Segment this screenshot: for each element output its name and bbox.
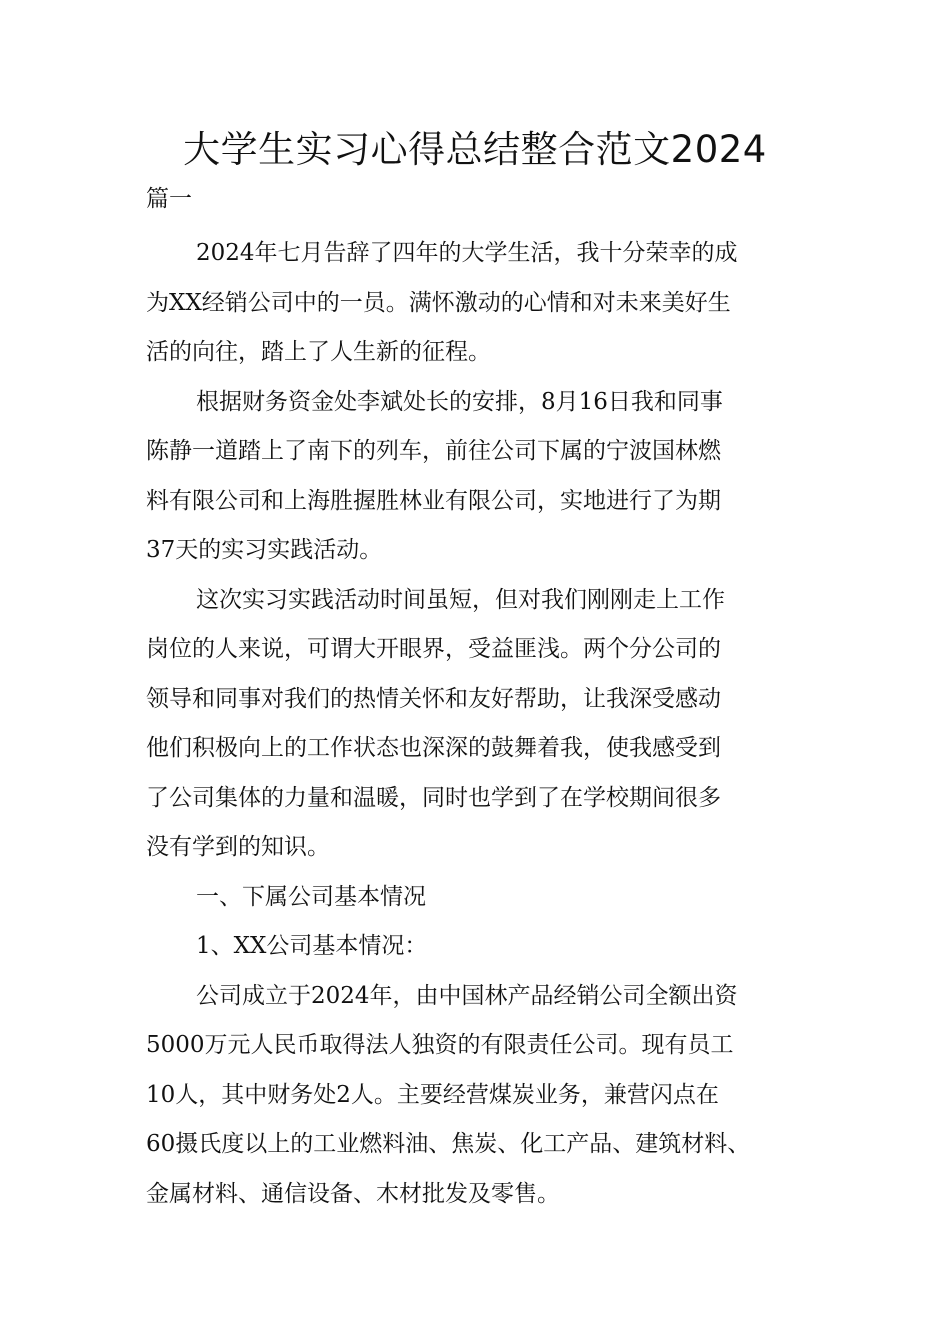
body-line: 这次实习实践活动时间虽短，但对我们刚刚走上工作	[196, 586, 725, 613]
document-title: 大学生实习心得总结整合范文2024	[183, 128, 767, 171]
body-line: 陈静一道踏上了南下的列车，前往公司下属的宁波国林燃	[146, 438, 721, 464]
section-label: 篇一	[146, 186, 192, 212]
body-line: 5000万元人民币取得法人独资的有限责任公司。现有员工	[146, 1032, 734, 1058]
heading-line: 一、下属公司基本情况	[196, 883, 426, 910]
body-line: 料有限公司和上海胜握胜林业有限公司，实地进行了为期	[146, 487, 721, 514]
body-line: 岗位的人来说，可谓大开眼界，受益匪浅。两个分公司的	[146, 636, 721, 662]
body-line: 公司成立于2024年，由中国林产品经销公司全额出资	[196, 982, 738, 1009]
body-line: 60摄氏度以上的工业燃料油、焦炭、化工产品、建筑材料、	[146, 1131, 751, 1157]
body-line: 活的向往，踏上了人生新的征程。	[146, 339, 491, 365]
document-body	[146, 229, 806, 1219]
body-line: 10人，其中财务处2人。主要经营煤炭业务，兼营闪点在	[146, 1081, 719, 1108]
body-line: 领导和同事对我们的热情关怀和友好帮助，让我深受感动	[146, 685, 721, 712]
body-line: 根据财务资金处李斌处长的安排，8月16日我和同事	[196, 388, 723, 415]
body-line: 他们积极向上的工作状态也深深的鼓舞着我，使我感受到	[146, 735, 721, 761]
body-line: 37天的实习实践活动。	[146, 537, 383, 563]
body-line: 了公司集体的力量和温暖，同时也学到了在学校期间很多	[146, 784, 721, 811]
body-line: 金属材料、通信设备、木材批发及零售。	[146, 1180, 560, 1207]
subheading-line: 1、XX公司基本情况：	[196, 933, 428, 959]
body-line: 没有学到的知识。	[146, 834, 330, 860]
body-line: 为XX经销公司中的一员。满怀激动的心情和对未来美好生	[146, 289, 731, 316]
body-line: 2024年七月告辞了四年的大学生活，我十分荣幸的成	[196, 240, 738, 266]
